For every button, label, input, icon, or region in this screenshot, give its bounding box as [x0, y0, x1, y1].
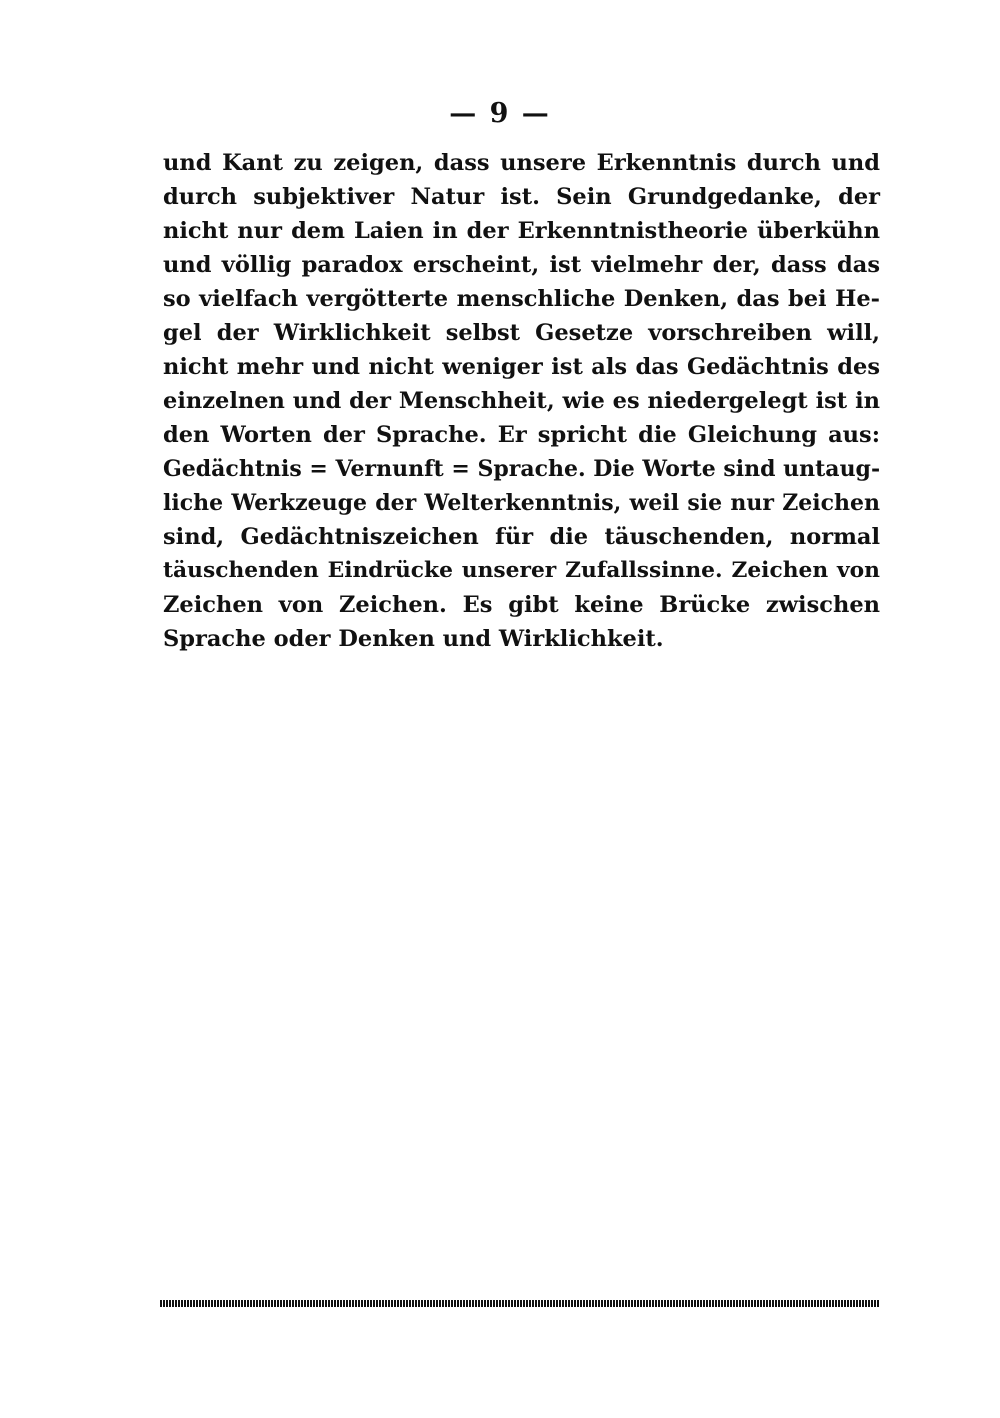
- text-line: Zeichen von Zeichen. Es gibt keine Brücke zwischen: [163, 592, 880, 618]
- text-line: sind, Gedächtniszeichen für die täuschenden, normal: [163, 524, 880, 550]
- text-line: täuschenden Eindrücke unserer Zufallssinne. Zeichen von: [163, 558, 880, 583]
- text-line: liche Werkzeuge der Welterkenntnis, weil sie nur Zeichen: [163, 490, 880, 516]
- body-text: [163, 146, 880, 656]
- text-line: und völlig paradox erscheint, ist vielmehr der, dass das: [163, 252, 880, 278]
- text-line: Sprache oder Denken und Wirklichkeit.: [163, 626, 664, 652]
- text-line: Gedächtnis = Vernunft = Sprache. Die Worte sind untaug-: [163, 456, 881, 482]
- text-line: durch subjektiver Natur ist. Sein Grundgedanke, der: [163, 184, 880, 210]
- text-line: den Worten der Sprache. Er spricht die Gleichung aus:: [163, 422, 880, 448]
- text-line: nicht mehr und nicht weniger ist als das Gedächtnis des: [163, 354, 880, 380]
- text-line: gel der Wirklichkeit selbst Gesetze vorschreiben will,: [163, 320, 880, 346]
- text-line: so vielfach vergötterte menschliche Denken, das bei He-: [163, 286, 880, 312]
- page-number: — 9 —: [449, 98, 551, 129]
- text-line: einzelnen und der Menschheit, wie es niedergelegt ist in: [163, 388, 880, 414]
- footer-rule: [160, 1300, 880, 1307]
- text-line: und Kant zu zeigen, dass unsere Erkenntnis durch und: [163, 150, 880, 176]
- text-line: nicht nur dem Laien in der Erkenntnistheorie überkühn: [163, 218, 880, 244]
